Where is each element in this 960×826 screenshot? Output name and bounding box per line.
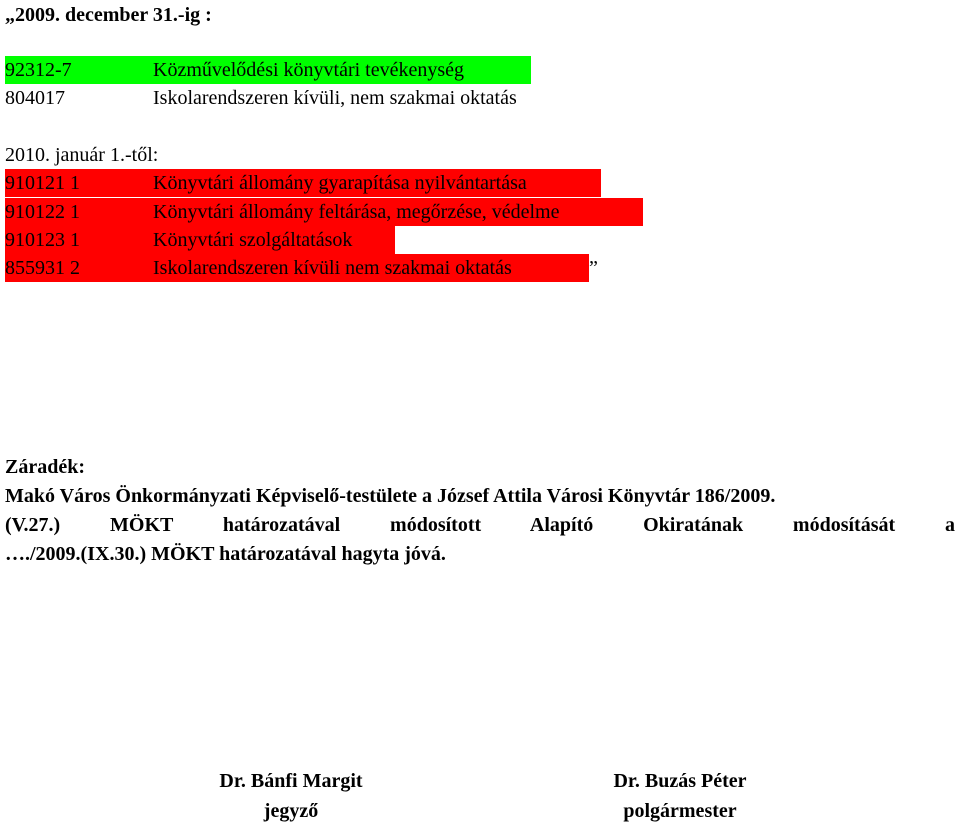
activity-code: 910122 1 (5, 201, 80, 223)
activity-row (5, 169, 601, 197)
activity-description: Könyvtári állomány gyarapítása nyilvántartása (153, 172, 527, 194)
heading-until-2009: „2009. december 31.-ig : (5, 4, 212, 26)
activity-row (5, 226, 395, 254)
signatory-name: Dr. Bánfi Margit (219, 770, 363, 792)
activity-row-highlight (5, 254, 589, 282)
activity-code: 855931 2 (5, 257, 80, 279)
heading-from-2010: 2010. január 1.-től: (5, 144, 159, 166)
signature-block (171, 766, 411, 826)
signatory-name: Dr. Buzás Péter (613, 770, 747, 792)
activity-code: 910121 1 (5, 172, 80, 194)
activity-description: Könyvtári állomány feltárása, megőrzése, védelme (153, 201, 560, 223)
signatory-role: polgármester (623, 800, 737, 822)
activity-row (5, 56, 531, 84)
clause-line: (V.27.) MÖKT határozatával módosított Alapító Okiratának módosítását a (5, 514, 955, 536)
activity-row (5, 254, 598, 282)
activity-description: Iskolarendszeren kívüli nem szakmai oktatás (153, 257, 512, 279)
activity-code: 92312-7 (5, 59, 72, 81)
activity-row (5, 198, 643, 226)
closing-quote: ” (589, 257, 598, 279)
clause-title: Záradék: (5, 456, 85, 478)
activity-code: 910123 1 (5, 229, 80, 251)
signatory-role: jegyző (263, 800, 319, 822)
clause-line: Makó Város Önkormányzati Képviselő-testülete a József Attila Városi Könyvtár 186/2009. (5, 485, 776, 507)
activity-code: 804017 (5, 87, 65, 109)
signature-block (560, 766, 800, 826)
activity-row (5, 84, 517, 112)
activity-description: Könyvtári szolgáltatások (153, 229, 353, 251)
activity-description: Iskolarendszeren kívüli, nem szakmai oktatás (153, 87, 517, 109)
clause-line: …./2009.(IX.30.) MÖKT határozatával hagyta jóvá. (5, 543, 446, 565)
activity-description: Közművelődési könyvtári tevékenység (153, 59, 465, 81)
